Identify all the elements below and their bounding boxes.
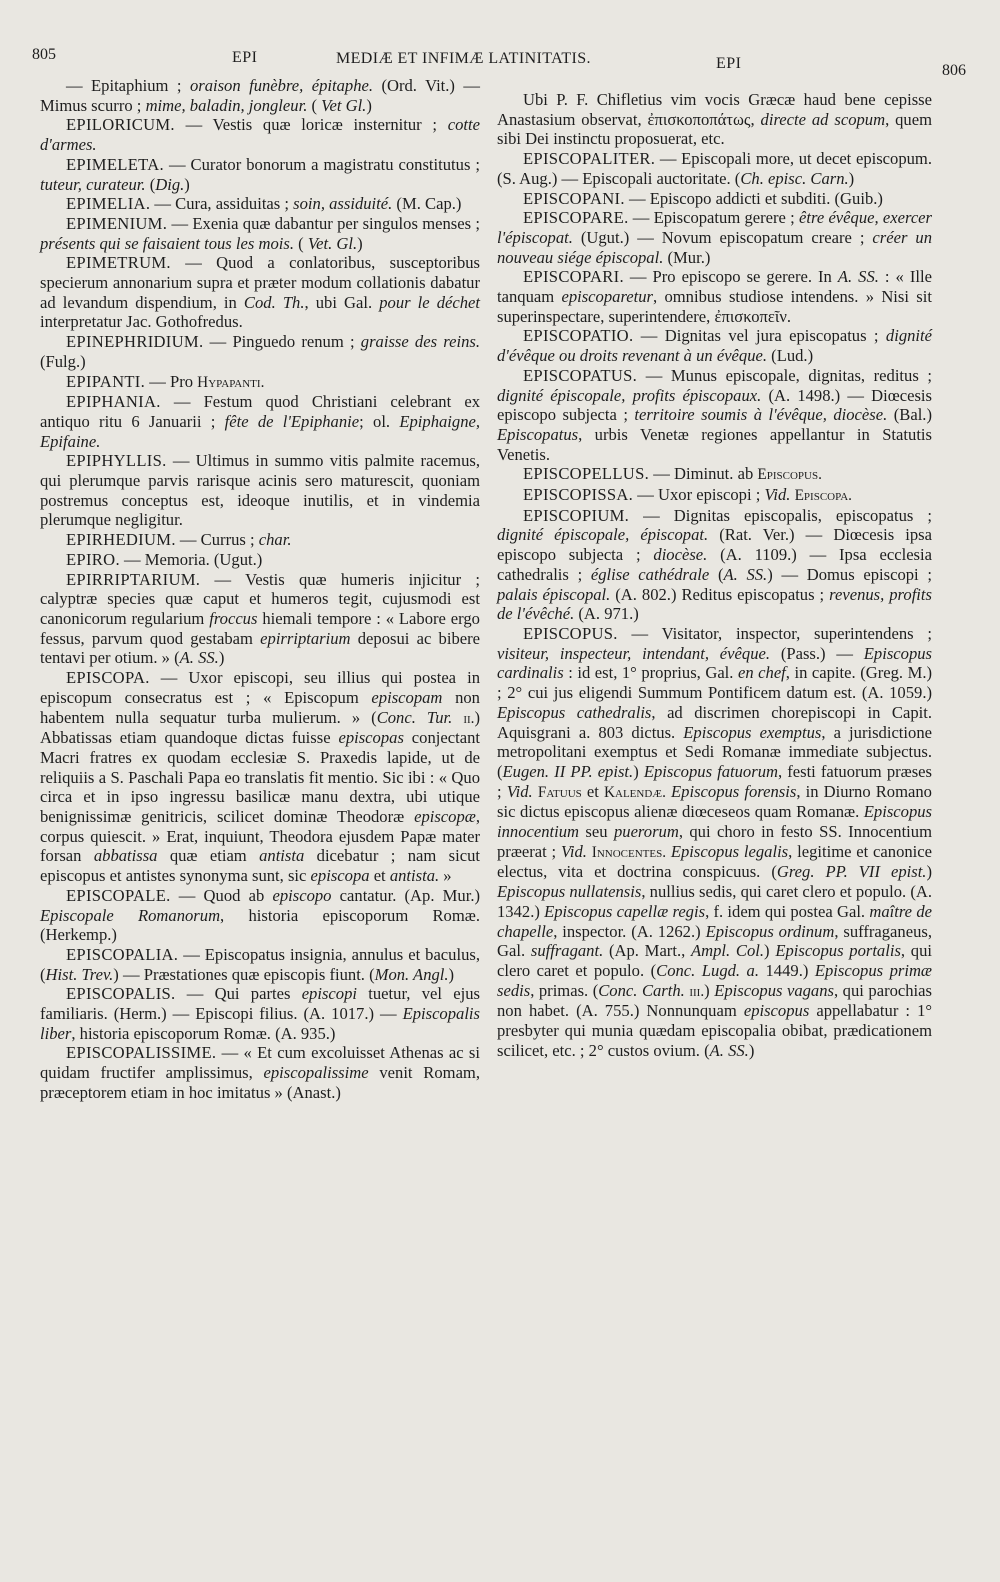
headword: EPIRRIPTARIUM.	[66, 569, 201, 589]
italic-text: episcopi	[301, 984, 357, 1004]
italic-text: Greg. PP. VII epist.	[776, 862, 927, 882]
headword: EPISCOPELLUS.	[523, 464, 650, 484]
headword: EPIRHEDIUM.	[66, 530, 176, 550]
body-text: )	[633, 761, 644, 781]
body-text: , ubi Gal.	[304, 292, 380, 312]
italic-text: territoire soumis à l'évêque, diocèse.	[634, 405, 888, 425]
body-text: , ad discrimen chorepiscopi in Capit. Aquisgrani a. 803 dictus.	[497, 702, 933, 742]
italic-text: episcopus	[743, 1001, 810, 1021]
body-text: — Pro	[145, 371, 198, 391]
body-text: — Quod ab	[170, 885, 273, 905]
italic-text: A. SS.	[709, 1040, 749, 1060]
italic-text: Episcopus exemptus	[683, 722, 822, 742]
body-text: : « Ille tanquam	[497, 267, 932, 307]
italic-text: mime, baladin, jongleur.	[145, 95, 308, 115]
body-text: , historia episcoporum Romæ. (A. 935.)	[71, 1023, 336, 1043]
italic-text: église cathédrale	[590, 564, 710, 584]
body-text: , nullius sedis, qui caret clero et populo. (A. 1342.)	[497, 882, 933, 921]
body-text: — Curator bonorum a magistratu constitutus ;	[164, 154, 480, 174]
running-head-right: EPI	[716, 55, 742, 72]
dictionary-entry	[40, 984, 480, 1043]
headword: EPISCOPARE.	[523, 208, 629, 228]
body-text: cantatur. (Ap. Mur.)	[331, 885, 481, 905]
small-caps-text: Kalendæ.	[604, 783, 666, 801]
body-text: : id est, 1° proprius, Gal.	[563, 663, 738, 683]
italic-text: tuteur, curateur.	[40, 174, 146, 194]
headword: EPISCOPALIS.	[66, 984, 176, 1004]
headword: EPISCOPALIA.	[66, 944, 179, 964]
body-text: (	[145, 174, 156, 194]
italic-text: Vet Gl.	[321, 95, 367, 115]
body-text: , omnibus studiose intendens. » Nisi sit superinspectare, superintendere,	[497, 287, 932, 326]
body-text: — Diminut. ab	[649, 464, 758, 484]
dictionary-entry	[497, 506, 932, 624]
body-text: )	[926, 862, 932, 882]
italic-text: Episcopus capellæ regis	[544, 901, 706, 921]
headword: EPISCOPATIO.	[523, 326, 634, 346]
dictionary-entry	[497, 189, 932, 209]
body-text	[452, 708, 463, 727]
italic-text: visiteur, inspecteur, intendant, évêque.	[497, 643, 771, 663]
headword: EPIMENIUM.	[66, 213, 168, 233]
body-text: et	[581, 781, 604, 801]
body-text: , a jurisdictione metropolitani exemptus et Sedi Romanæ immediate subjectus. (	[497, 722, 932, 781]
italic-text: maître de chapelle	[497, 901, 932, 941]
headword: EPISCOPA.	[66, 668, 150, 688]
headword: EPIPHYLLIS.	[66, 451, 167, 471]
headword: EPILORICUM.	[66, 115, 175, 135]
italic-text: Episcopale Romanorum	[40, 905, 221, 925]
italic-text: episcoparetur	[561, 287, 654, 307]
page-number-right: 806	[942, 62, 966, 79]
italic-text: suffragant.	[530, 941, 604, 961]
body-text: , qui choro in festo SS. Innocentium præerat ;	[497, 822, 932, 861]
headword: EPIRO.	[66, 549, 120, 569]
italic-text: Dig.	[155, 174, 185, 194]
body-text: — Memoria. (Ugut.)	[119, 549, 263, 569]
small-caps-text: Fatuus	[537, 783, 582, 801]
body-text: , in Diurno Romano sic dictus episcopus alienæ diœceseos quam Romanæ.	[497, 781, 932, 822]
body-text: , urbis Venetæ regiones appellantur in Statutis Venetis.	[497, 424, 932, 464]
dictionary-entry	[40, 76, 480, 115]
body-text: (A. 1109.) — Ipsa ecclesia cathedralis ;	[497, 545, 932, 584]
body-text: )	[748, 1040, 755, 1060]
dictionary-entry	[40, 945, 480, 984]
body-text: — Quod a conlatoribus, susceptoribus specierum annonarium supra et præter modum collationis dabatur ad levandum dispendium, in	[40, 253, 480, 312]
body-text: ) Abbatissas etiam quandoque dictas fuisse	[40, 707, 481, 748]
italic-text: epirriptarium	[260, 628, 351, 648]
dictionary-entry	[497, 624, 932, 1060]
italic-text: episcopas	[338, 728, 404, 748]
italic-text: abbatissa	[93, 846, 158, 866]
italic-text: Episcopus portalis	[775, 941, 901, 961]
body-text: »	[439, 866, 452, 886]
italic-text: soin, assiduité.	[293, 194, 393, 214]
italic-text: Episcopus nullatensis	[497, 882, 642, 902]
body-text: — Episcopatum gerere ;	[628, 208, 800, 228]
body-text: — Vestis quæ loricæ insternitur ;	[174, 115, 448, 135]
italic-text: diocèse.	[653, 545, 708, 565]
running-head-left: EPI	[232, 49, 258, 66]
italic-text: A. SS.	[179, 648, 219, 668]
body-text: — Cura, assiduitas ;	[150, 194, 294, 214]
body-text: )	[448, 964, 455, 984]
body-text: — Ultimus in summo vitis palmite racemus, qui plerumque parvis rarisque acinis sero maturescit, quoniam postremus conceptus est, ideoque inutilis, et in vindemia plerumque negligitur.	[40, 451, 480, 530]
dictionary-entry	[40, 1043, 480, 1102]
page-number-left: 805	[32, 46, 56, 63]
body-text: — Dignitas vel jura episcopatus ;	[633, 326, 886, 346]
italic-text: Vid.	[560, 841, 587, 861]
italic-text: Episcopus forensis	[671, 781, 797, 801]
body-text: )	[357, 233, 363, 253]
body-text: — Dignitas episcopalis, episcopatus ;	[629, 505, 932, 525]
body-text: hiemali tempore : « Labore ergo fessus, parvum quod gestabam	[40, 608, 480, 648]
body-text: — Uxor episcopi ;	[633, 485, 765, 505]
small-caps-text: iii.	[689, 982, 705, 1000]
body-text: )	[764, 941, 776, 961]
italic-text: directe ad scopum	[760, 109, 886, 129]
italic-text: antista	[259, 846, 305, 866]
body-text: , primas. (	[530, 980, 599, 1000]
body-text: )	[366, 95, 372, 115]
body-text: (Ap. Mart.,	[603, 941, 691, 961]
body-text: — Currus ;	[175, 530, 259, 550]
body-text: — Qui partes	[175, 984, 302, 1004]
body-text: appellabatur : 1° presbyter qui munia quædam episcopalia obibat, prædicationem scilicet, etc. ; 2° custos ovium. (	[497, 1001, 932, 1060]
body-text: )	[218, 648, 225, 668]
dictionary-entry	[40, 214, 480, 253]
body-text: non habentem nulla sequatur turba mulierum. » (	[40, 687, 480, 727]
italic-text: dignité épiscopale, profits épiscopaux.	[497, 385, 762, 405]
headword: EPIPANTI.	[66, 371, 146, 391]
body-text: seu	[579, 822, 614, 842]
italic-text: Episcopus vagans	[714, 980, 834, 1000]
headword: EPISCOPANI.	[523, 188, 625, 208]
italic-text: Episcopus cardinalis	[497, 643, 932, 683]
italic-text: Episcopus ordinum	[705, 921, 835, 941]
body-text: )	[184, 174, 190, 194]
body-text: , in capite. (Greg. M.) ; 2° cui jus eligendi Summum Pontificem datum est. (A. 1059.)	[497, 663, 932, 703]
dictionary-entry	[497, 267, 932, 326]
dictionary-entry	[40, 155, 480, 194]
dictionary-entry	[497, 149, 932, 188]
body-text: (A. 1498.) — Diœcesis episcopo subjecta ;	[497, 385, 932, 425]
body-text: — « Et cum excoluisset Athenas ac si quidam fructifer amplissimus,	[40, 1043, 480, 1083]
body-text: ἐπισκοπεῖν.	[714, 306, 791, 326]
body-text: et	[369, 866, 390, 886]
headword: EPISCOPALITER.	[523, 149, 656, 169]
dictionary-entry	[497, 90, 932, 149]
italic-text: en chef	[737, 663, 786, 683]
body-text: )	[848, 168, 855, 188]
italic-text: Ch. episc. Carn.	[740, 168, 849, 188]
dictionary-entry	[40, 886, 480, 945]
body-text: — Episcopali more, ut decet episcopum. (S. Aug.) — Episcopali auctoritate. (	[497, 149, 932, 188]
italic-text: dignité d'évêque ou droits revenant à un évêque.	[497, 326, 932, 366]
body-text: venit Romam, præceptorem etiam in hoc imitatus » (Anast.)	[40, 1063, 480, 1102]
italic-text: Conc. Lugd. a.	[656, 960, 760, 980]
headword: EPISCOPIUM.	[523, 505, 630, 525]
italic-text: Cod. Th.	[243, 292, 305, 312]
body-text: (	[307, 95, 322, 115]
body-text: tuetur, vel ejus familiaris. (Herm.) — Episcopi filius. (A. 1017.) —	[40, 984, 480, 1024]
body-text: — Epitaphium ;	[66, 76, 190, 95]
headword: EPISCOPARI.	[523, 267, 624, 287]
body-text: — Episcopo addicti et subditi. (Guib.)	[624, 188, 883, 208]
headword: EPIPHANIA.	[66, 392, 161, 412]
body-text: , inspector. (A. 1262.)	[553, 921, 706, 941]
small-caps-text: ii.	[463, 709, 475, 727]
italic-text: dignité épiscopale, épiscopat.	[497, 525, 709, 545]
body-text: , festi fatuorum præses ;	[497, 761, 932, 801]
italic-text: Episcopalis liber	[40, 1004, 480, 1043]
body-text: — Episcopatus insignia, annulus et baculus, (	[40, 944, 480, 984]
italic-text: Eugen. II PP. epist.	[502, 761, 634, 781]
body-text: — Visitator, inspector, superintendens ;	[617, 623, 932, 643]
dictionary-entry	[497, 485, 932, 506]
body-text: (	[293, 233, 308, 253]
italic-text: A. SS.	[723, 564, 768, 584]
italic-text: palais épiscopal.	[497, 584, 611, 604]
body-text: (Ord. Vit.) — Mimus scurro ;	[40, 76, 480, 115]
italic-text: présents qui se faisaient tous les mois.	[40, 233, 294, 253]
italic-text: Hist. Trev.	[45, 964, 114, 984]
dictionary-entry	[40, 115, 480, 154]
italic-text: episcopalissime	[263, 1063, 369, 1083]
right-column	[497, 90, 932, 1060]
body-text: (Ugut.) — Novum episcopatum creare ;	[572, 227, 873, 247]
dictionary-entry	[40, 451, 480, 530]
italic-text: Vet. Gl.	[307, 233, 358, 253]
body-text: — Pinguedo renum ;	[203, 332, 361, 352]
dictionary-entry	[40, 253, 480, 332]
dictionary-entry	[497, 326, 932, 365]
italic-text: froccus	[209, 608, 258, 628]
body-text: (Lud.)	[767, 346, 814, 366]
body-text: , qui clero caret et populo. (	[497, 941, 932, 980]
dictionary-entry	[40, 550, 480, 570]
italic-text: Conc. Carth.	[598, 980, 685, 1000]
headword: EPISCOPUS.	[523, 623, 618, 643]
italic-text: Mon. Angl.	[374, 964, 449, 984]
dictionary-entry	[40, 194, 480, 214]
body-text: )	[704, 980, 715, 1000]
italic-text: Episcopus fatuorum	[643, 761, 778, 781]
italic-text: char.	[258, 530, 292, 550]
italic-text: Episcopus primæ sedis	[497, 960, 933, 1000]
headword: EPINEPHRIDIUM.	[66, 332, 204, 352]
body-text: , f. idem qui postea Gal.	[705, 901, 870, 921]
italic-text: cotte d'armes.	[40, 115, 480, 155]
italic-text: Epiphaigne, Epifaine.	[40, 411, 481, 451]
italic-text: oraison funèbre, épitaphe.	[189, 76, 374, 95]
small-caps-text: Hypapanti.	[197, 373, 265, 391]
dictionary-entry	[40, 332, 480, 371]
body-text: — Pro episcopo se gerere. In	[623, 267, 838, 287]
italic-text: episcopæ	[414, 807, 476, 827]
body-text: — Festum quod Christiani celebrant ex antiquo ritu 6 Januarii ;	[40, 392, 480, 431]
italic-text: Episcopus cathedralis	[497, 702, 652, 722]
italic-text: episcopa	[310, 866, 370, 886]
italic-text: episcopam	[371, 687, 443, 707]
headword: EPISCOPALISSIME.	[66, 1043, 217, 1063]
headword: EPIMELETA.	[66, 154, 164, 174]
italic-text: Conc. Tur.	[376, 707, 453, 727]
headword: EPISCOPALE.	[66, 885, 171, 905]
body-text: conjectant Macri fratres ex quodam ecclesiæ S. Praxedis lapide, ut de reliquiis a S. Paschali Papa eo translatis fit mentio. Sic ibi : « Quo circa et in ipso ingressu basilicæ manu dextra, ubi utique benignissimæ genitricis, scilicet dominæ Theodoræ	[40, 728, 480, 827]
italic-text: antista.	[389, 866, 440, 886]
body-text: Ubi P. F. Chifletius vim vocis Græcæ haud bene cepisse Anastasium observat,	[497, 90, 932, 129]
italic-text: Episcopatus	[497, 424, 579, 444]
body-text: (A. 971.)	[574, 604, 639, 624]
italic-text: episcopo	[272, 885, 332, 905]
body-text: (Fulg.)	[40, 351, 86, 371]
body-text: ; ol.	[359, 411, 400, 431]
headword: EPIMELIA.	[66, 194, 151, 214]
body-text: ) — Præstationes quæ episcopis fiunt. (	[113, 964, 375, 984]
headword: EPISCOPATUS.	[523, 365, 638, 385]
italic-text: créer un nouveau siége épiscopal.	[497, 227, 932, 267]
body-text: (Pass.) —	[770, 643, 864, 663]
italic-text: être évêque, exercer l'épiscopat.	[497, 208, 933, 247]
dictionary-entry	[497, 464, 932, 485]
body-text: ἐπισκοποπάτως,	[647, 109, 755, 129]
body-text: quæ etiam	[157, 846, 260, 866]
headword: EPISCOPISSA.	[523, 485, 634, 505]
dictionary-entry	[40, 570, 480, 669]
italic-text: revenus, profits de l'évêché.	[497, 584, 932, 624]
italic-text: Episcopus innocentium	[497, 802, 932, 842]
italic-text: Ampl. Col.	[690, 941, 765, 961]
body-text: (Mur.)	[663, 247, 711, 267]
italic-text: fête de l'Epiphanie	[224, 411, 360, 431]
italic-text: graisse des reins.	[360, 332, 480, 352]
body-text: — Uxor episcopi, seu illius qui postea in episcopum consecratus est ; « Episcopum	[40, 668, 480, 707]
body-text: (Bal.)	[887, 405, 932, 425]
body-text: (Rat. Ver.) — Diœcesis ipsa episcopo subjecta ;	[497, 525, 932, 565]
body-text: ) — Domus episcopi ;	[767, 564, 932, 584]
body-text: interpretatur Jac. Gothofredus.	[40, 312, 243, 332]
italic-text: Vid.	[764, 485, 791, 505]
dictionary-entry	[40, 668, 480, 886]
body-text: , qui parochias non habet. (A. 755.) Nonnunquam	[497, 980, 932, 1021]
small-caps-text: Innocentes.	[591, 843, 667, 861]
italic-text: Vid.	[506, 781, 533, 801]
italic-text: puerorum	[613, 822, 679, 842]
body-text: 1449.)	[759, 960, 815, 980]
body-text: (	[709, 564, 724, 584]
body-text: (A. 802.) Reditus episcopatus ;	[610, 584, 830, 604]
running-title: MEDIÆ ET INFIMÆ LATINITATIS.	[336, 50, 591, 67]
body-text: — Exenia quæ dabantur per singulos menses ;	[167, 213, 480, 233]
body-text: — Vestis quæ humeris injicitur ; calyptræ species quæ caput et humeros tegit, cujusmodi est canonicorum regularium	[40, 569, 480, 628]
italic-text: pour le déchet	[379, 292, 481, 312]
headword: EPIMETRUM.	[66, 253, 171, 273]
dictionary-entry	[40, 530, 480, 550]
dictionary-entry	[40, 372, 480, 393]
body-text: , legitime et canonice electus, vita et doctrina conspicuus. (	[497, 841, 933, 882]
body-text: — Munus episcopale, dignitas, reditus ;	[637, 365, 932, 385]
body-text: dicebatur ; nam sicut episcopus et antistes synonyma sunt, sic	[40, 846, 480, 886]
body-text: deposui ac bibere tentavi per otium. » (	[40, 628, 480, 668]
dictionary-entry	[40, 392, 480, 451]
dictionary-entry	[497, 366, 932, 465]
body-text: , historia episcoporum Romæ. (Herkemp.)	[40, 905, 480, 945]
small-caps-text: Episcopus.	[757, 466, 822, 484]
body-text: , suffraganeus, Gal.	[497, 921, 932, 961]
small-caps-text: Episcopa.	[794, 487, 852, 505]
body-text: (M. Cap.)	[392, 194, 462, 214]
italic-text: A. SS.	[837, 267, 879, 287]
italic-text: Episcopus legalis	[670, 841, 789, 861]
body-text: , quem sibi Dei instinctu proposuerat, etc.	[497, 109, 932, 149]
left-column	[40, 76, 480, 1103]
body-text: , corpus quiescit. » Erat, inquiunt, Theodora ejusdem Papæ mater forsan	[40, 807, 480, 866]
dictionary-entry	[497, 208, 932, 267]
